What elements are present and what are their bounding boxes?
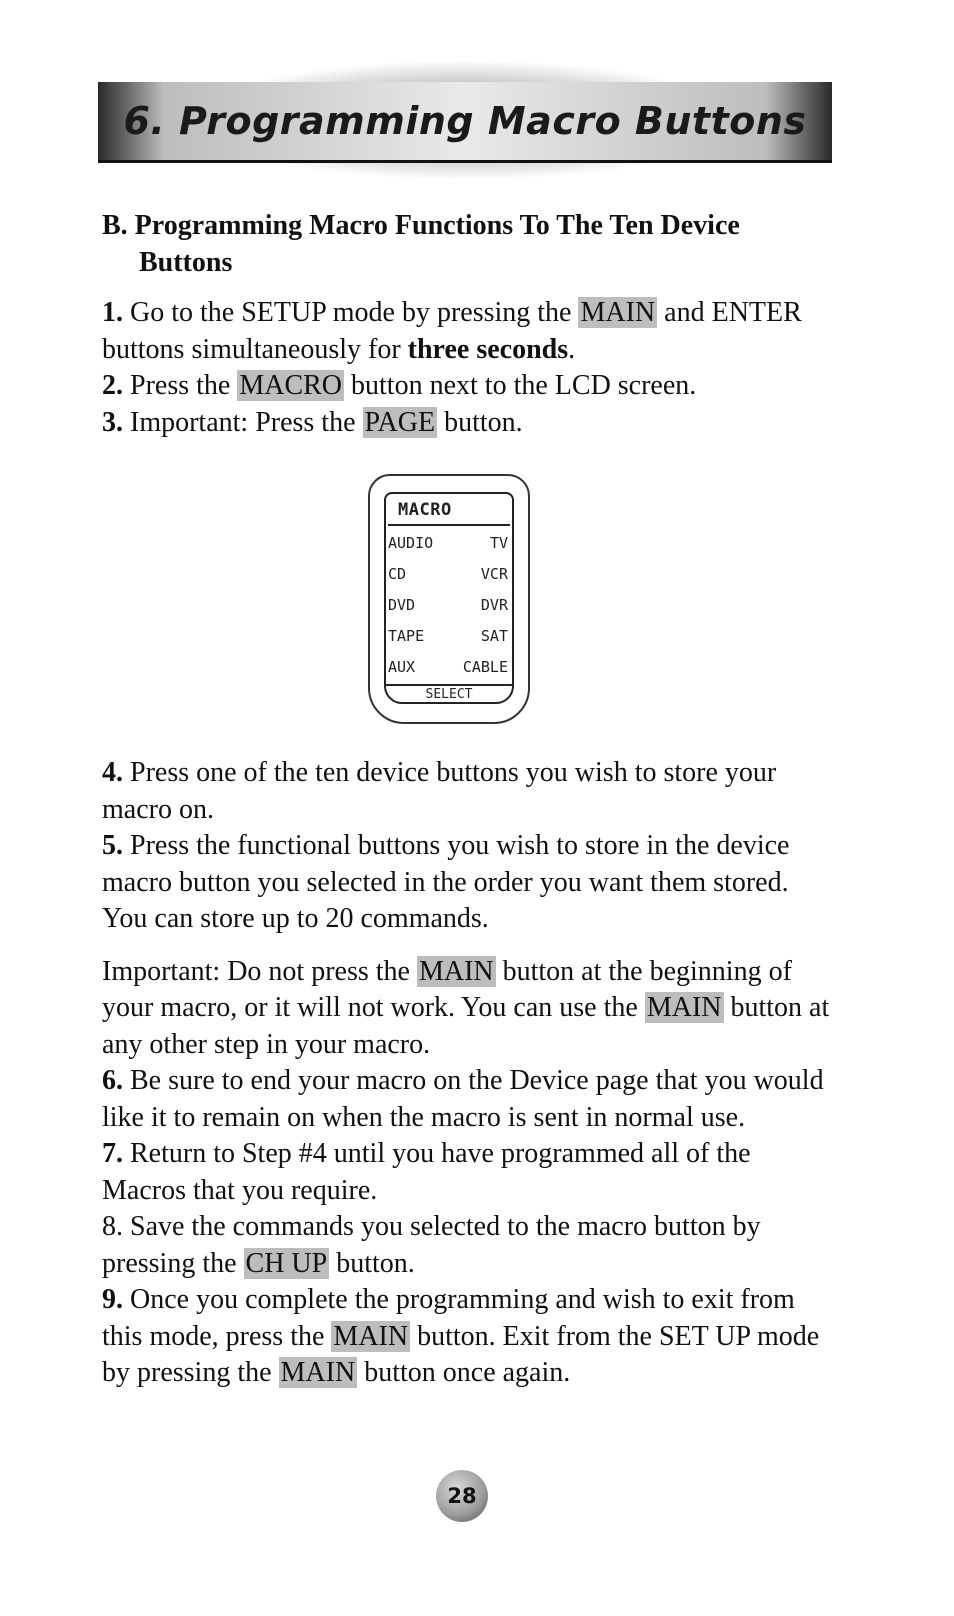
lcd-device-label: SAT: [480, 627, 508, 645]
step-text: Be sure to end your macro on the Device page that you would like it to remain on when the macro is sent in normal use.: [102, 1065, 824, 1133]
step-number: 6.: [102, 1065, 123, 1096]
main-key-label: MAIN: [280, 1357, 356, 1388]
chapter-title: 6. Programming Macro Buttons: [123, 99, 807, 143]
step-6: [102, 1063, 837, 1136]
lcd-device-label: TAPE: [388, 627, 425, 645]
section-heading: B. Programming Macro Functions To The Ten Device Buttons: [102, 210, 740, 278]
macro-key-label: MACRO: [239, 370, 343, 401]
lcd-device-label: AUDIO: [388, 534, 434, 552]
step-number: 2.: [102, 370, 123, 401]
lcd-row: [388, 596, 508, 618]
step-text: button next to the LCD screen.: [344, 370, 697, 401]
main-key-label: MAIN: [418, 955, 494, 987]
lcd-screen: [384, 492, 514, 704]
lcd-device-label: CABLE: [462, 658, 508, 676]
lcd-row: [388, 658, 508, 680]
step-text: .: [568, 333, 576, 365]
important-note: [102, 954, 837, 1064]
lcd-device-label: CD: [388, 565, 407, 583]
step-text: Press one of the ten device buttons you wish to store your macro on.: [102, 757, 777, 825]
page-number-badge: [436, 1470, 488, 1522]
step-text: and ENTER buttons simultaneously for: [102, 297, 802, 365]
main-key-label: MAIN: [580, 297, 656, 328]
step-text: button.: [329, 1247, 415, 1279]
step-number: 7.: [102, 1138, 123, 1169]
step-4: [102, 755, 837, 828]
step-5: [102, 828, 837, 938]
emphasis-text: three seconds: [407, 333, 569, 365]
step-text: button.: [437, 406, 523, 438]
step-text: Press the: [123, 370, 238, 401]
main-key-label: MAIN: [333, 1320, 409, 1352]
note-text: button at any other step in your macro.: [102, 992, 830, 1060]
step-text: Press the functional buttons you wish to store in the device macro button you selected in the order you want them stored. You can store up to 20 commands.: [102, 830, 790, 934]
step-7: [102, 1136, 837, 1209]
lcd-divider: [388, 524, 510, 526]
step-text: button. Exit from the SET UP mode by pressing the: [102, 1320, 820, 1388]
step-number: 3.: [102, 406, 123, 438]
lcd-device-label: VCR: [480, 565, 508, 583]
lcd-device-label: TV: [489, 534, 508, 552]
step-number: 5.: [102, 830, 123, 861]
ch-up-key-label: CH UP: [245, 1247, 328, 1279]
note-text: Important: Do not press the: [102, 955, 417, 987]
main-content: [102, 208, 837, 1392]
step-number: 1.: [102, 297, 123, 328]
step-number: 9.: [102, 1284, 123, 1315]
step-text: Return to Step #4 until you have programmed all of the Macros that you require.: [102, 1138, 751, 1206]
step-8: [102, 1209, 837, 1282]
remote-lcd-illustration: [368, 474, 530, 724]
lcd-row: [388, 627, 508, 649]
page-key-label: PAGE: [364, 406, 436, 438]
lcd-row: [388, 534, 508, 556]
step-3: [102, 405, 837, 442]
step-text: Once you complete the programming and wish to exit from this mode, press the: [102, 1284, 795, 1352]
step-text: Important: Press the: [123, 406, 363, 438]
note-text: button at the beginning of your macro, or it will not work. You can use the: [102, 955, 792, 1023]
step-2: [102, 368, 837, 405]
page-number: 28: [447, 1484, 477, 1508]
step-text: Go to the SETUP mode by pressing the: [123, 297, 579, 328]
step-9: [102, 1282, 837, 1392]
lcd-title: MACRO: [398, 500, 452, 520]
lcd-select-label: SELECT: [386, 684, 512, 704]
lcd-row: [388, 565, 508, 587]
main-key-label: MAIN: [646, 992, 722, 1023]
step-number: 4.: [102, 757, 123, 788]
lcd-device-label: DVR: [480, 596, 508, 614]
lcd-device-label: AUX: [388, 658, 416, 676]
step-text: button once again.: [357, 1357, 571, 1388]
step-1: [102, 295, 837, 368]
paragraph-gap: [102, 938, 837, 954]
lcd-device-label: DVD: [388, 596, 416, 614]
step-text: 8. Save the commands you selected to the macro button by pressing the: [102, 1211, 761, 1279]
chapter-banner: [98, 40, 832, 200]
